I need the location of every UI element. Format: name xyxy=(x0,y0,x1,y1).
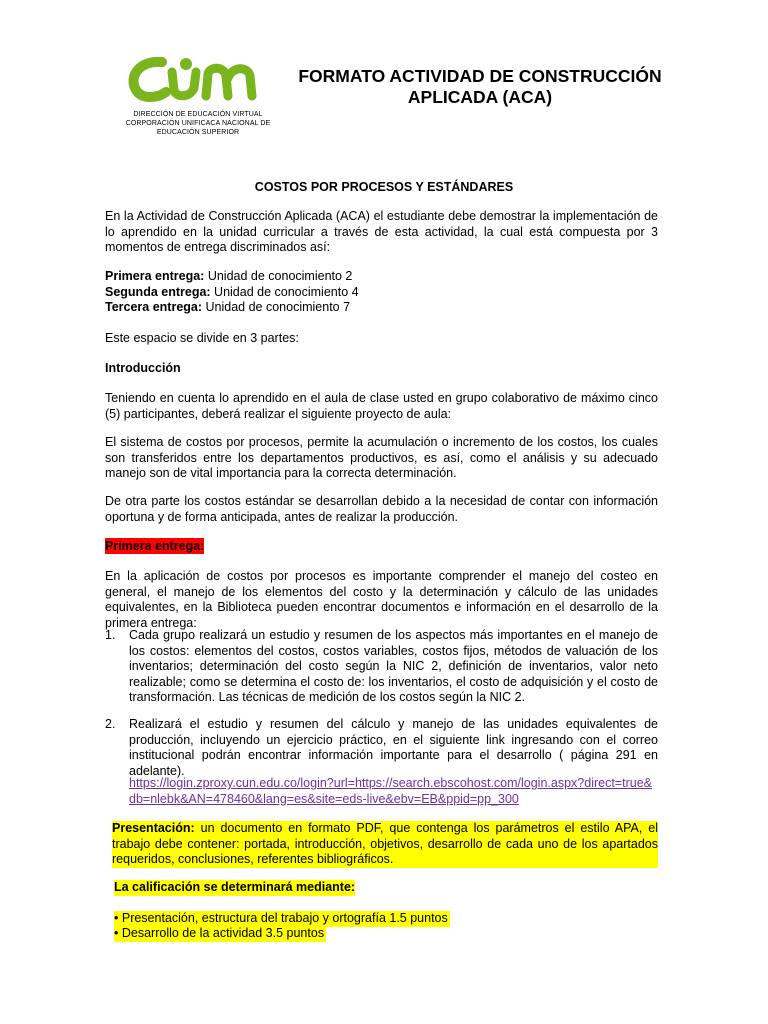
bullet-1-marker: • xyxy=(114,911,122,925)
bullet-2-text: Desarrollo de la actividad 3.5 puntos xyxy=(121,926,325,940)
primera-entrega-heading: Primera entrega: xyxy=(105,539,205,553)
list-item-2-text: Realizará el estudio y resumen del cálculo y manejo de las unidades equivalentes de producción, incluyendo un ejercicio práctico, en el siguiente link ingresando con el correo institucional podrán encontrar información importante para el desarrollo ( página 291 en adelante). xyxy=(129,717,658,778)
delivery-1-label: Primera entrega: xyxy=(105,269,205,283)
list-item-1-text: Cada grupo realizará un estudio y resumen de los aspectos más importantes en el manejo de los costos: elementos del costos, costos variables, costos fijos, métodos de valuación de los inventarios; determinación del costo según la NIC 2, definición de inventarios, valor neto realizable; como se determina el costo de: los inventarios, el costo de adquisición y el costo de transformación. Las técnicas de medición de los costos según la NIC 2. xyxy=(129,628,658,704)
estandar-paragraph: De otra parte los costos estándar se desarrollan debido a la necesidad de contar con información oportuna y de forma anticipada, antes de realizar la producción. xyxy=(105,494,658,524)
title-line-2: APLICADA (ACA) xyxy=(407,87,553,107)
ebsco-link-line-2[interactable]: db=nlebk&AN=478460&lang=es&site=eds-live&ebv=EB&ppid=pp_300 xyxy=(129,791,519,806)
delivery-2-label: Segunda entrega: xyxy=(105,284,211,299)
title-line-1: FORMATO ACTIVIDAD DE CONSTRUCCIÓN xyxy=(298,66,662,86)
cun-logo-mark xyxy=(122,54,272,102)
list-item-1-number: 1. xyxy=(105,628,116,642)
list-item-2-number: 2. xyxy=(105,717,116,731)
procesos-paragraph: El sistema de costos por procesos, permite la acumulación o incremento de los costos, los cuales son transferidos entre los departamentos productivos, es así, como el análisis y su adecuado manejo son de vital importancia para la correcta determinación. xyxy=(105,435,658,480)
delivery-3-label: Tercera entrega: xyxy=(105,300,203,314)
delivery-1-value: Unidad de conocimiento 2 xyxy=(204,269,353,283)
aplicacion-paragraph: En la aplicación de costos por procesos es importante comprender el manejo del costeo en general, el manejo de los elementos del costo y la determinación y cálculo de las unidades equivalentes, en la Biblioteca pueden encontrar documentos e información en el desarrollo de la primera entrega: xyxy=(105,569,658,630)
bullet-2-marker: • xyxy=(114,926,122,940)
bullet-1-text: Presentación, estructura del trabajo y ortografía 1.5 puntos xyxy=(121,911,448,925)
delivery-3 xyxy=(105,300,658,316)
presentacion-label: Presentación: xyxy=(112,821,195,835)
cun-logo xyxy=(108,52,288,136)
intro-heading: Introducción xyxy=(105,361,181,375)
ebsco-link[interactable] xyxy=(129,776,669,807)
presentacion-text: un documento en formato PDF, que contenga los parámetros el estilo APA, el trabajo debe contener: portada, introducción, objetivos, desarrollo de cada uno de los apartados requeridos, conclusiones, referentes bibliográficos. xyxy=(112,821,658,866)
delivery-1 xyxy=(105,269,658,285)
ebsco-link-line-1[interactable]: https://login.zproxy.cun.edu.co/login?url=https://search.ebscohost.com/login.aspx?direct=true& xyxy=(129,776,652,790)
logo-line-1: DIRECCIÓN DE EDUCACIÓN VIRTUAL xyxy=(133,111,263,118)
presentacion-block xyxy=(112,821,658,868)
intro-paragraph: En la Actividad de Construcción Aplicada (ACA) el estudiante debe demostrar la implementación de lo aprendido en la unidad curricular a través de esta actividad, la cual está compuesta por 3 momentos de entrega discriminados así: xyxy=(105,209,658,254)
list-item-2 xyxy=(105,717,658,778)
primera-entrega-heading-wrap xyxy=(105,539,658,555)
logo-line-3: EDUCACIÓN SUPERIOR xyxy=(156,129,240,136)
delivery-3-value: Unidad de conocimiento 7 xyxy=(202,300,351,314)
delivery-2-value: Unidad de conocimiento 4 xyxy=(210,284,359,299)
document-title xyxy=(270,66,690,108)
deliveries-list xyxy=(105,269,658,316)
bullet-item-1 xyxy=(114,911,450,927)
bullet-item-2 xyxy=(114,926,326,942)
list-item-1 xyxy=(105,628,658,708)
delivery-2 xyxy=(105,285,658,301)
calificacion-heading: La calificación se determinará mediante: xyxy=(114,880,356,894)
logo-line-2: CORPORACIÓN UNIFICACA NACIONAL DE xyxy=(125,120,271,127)
section-title: COSTOS POR PROCESOS Y ESTÁNDARES xyxy=(254,180,514,194)
parts-text: Este espacio se divide en 3 partes: xyxy=(105,331,299,345)
group-paragraph: Teniendo en cuenta lo aprendido en el aula de clase usted en grupo colaborativo de máximo cinco (5) participantes, deberá realizar el siguiente proyecto de aula: xyxy=(105,391,658,421)
